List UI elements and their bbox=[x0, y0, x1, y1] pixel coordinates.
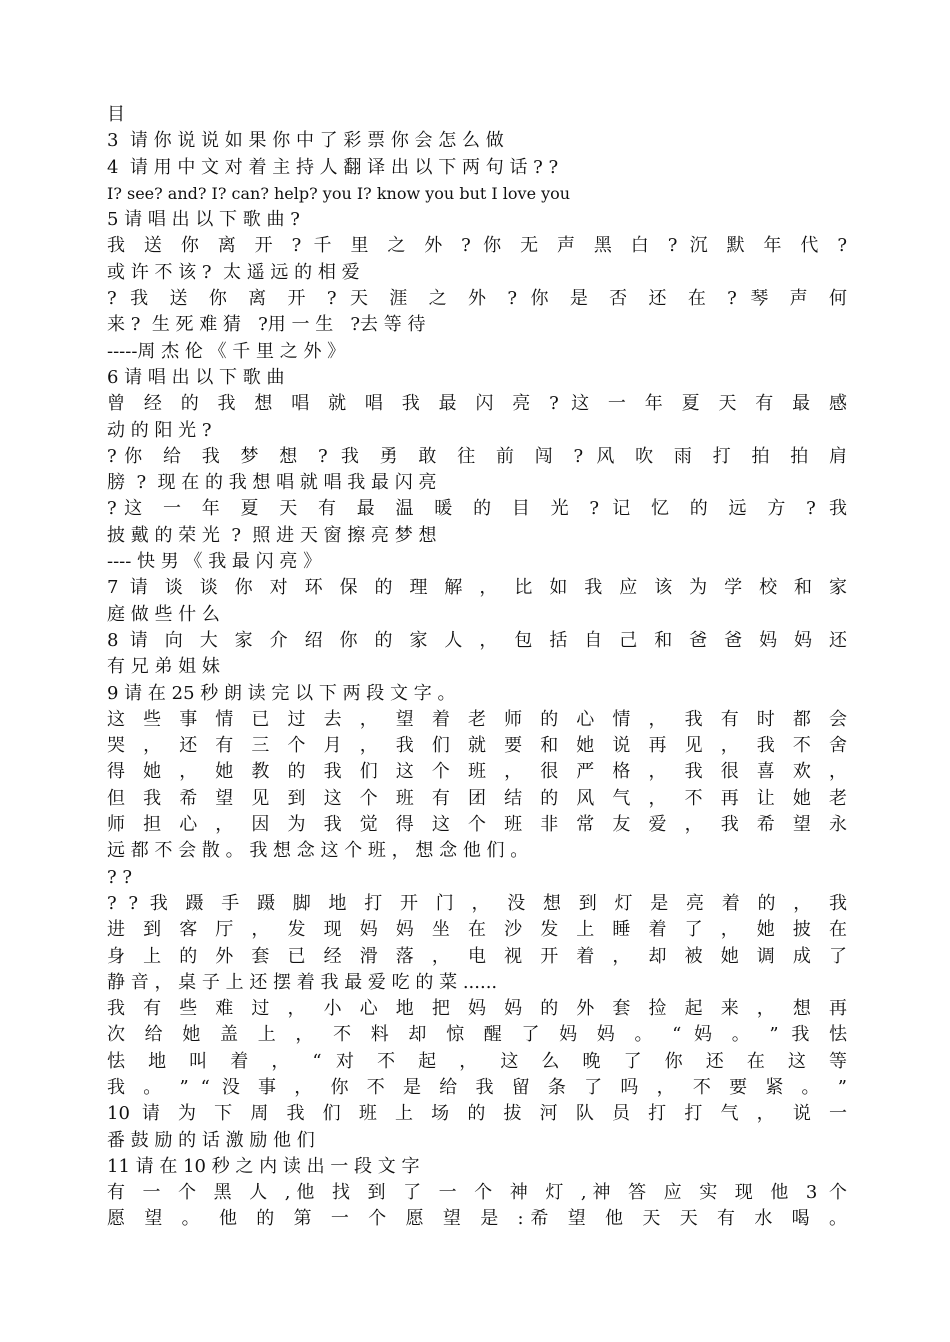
lyrics-line: 来 ? 生 死 难 猜 ?用 一 生 ?去 等 待 bbox=[107, 314, 426, 336]
reading-passage-line: ? ? 我 蹑 手 蹑 脚 地 打 开 门 ， 没 想 到 灯 是 亮 着 的 ， 我 bbox=[107, 892, 847, 914]
reading-passage-line: 这 些 事 情 已 过 去 ， 望 着 老 师 的 心 情 ， 我 有 时 都 会 bbox=[107, 708, 847, 730]
reading-passage-line: 远 都 不 会 散 。 我 想 念 这 个 班 ， 想 念 他 们 。 bbox=[107, 840, 529, 862]
lyrics-line: 动 的 阳 光 ? bbox=[107, 419, 212, 441]
reading-passage-line: 但 我 希 望 见 到 这 个 班 有 团 结 的 风 气 ， 不 再 让 她 老 bbox=[107, 787, 847, 809]
reading-passage-line: 我 有 些 难 过 ， 小 心 地 把 妈 妈 的 外 套 捡 起 来 ， 想 再 bbox=[107, 998, 847, 1020]
question-3: 3 请 你 说 说 如 果 你 中 了 彩 票 你 会 怎 么 做 bbox=[107, 130, 504, 152]
english-sentence: I? see? and? I? can? help? you I? know you but I love you bbox=[107, 183, 571, 203]
reading-passage-line: 有 一 个 黑 人 ,他 找 到 了 一 个 神 灯 ,神 答 应 实 现 他 3 个 bbox=[107, 1182, 847, 1204]
song-credit: ---- 快 男 《 我 最 闪 亮 》 bbox=[107, 551, 322, 573]
reading-passage-line: 静 音 ， 桌 子 上 还 摆 着 我 最 爱 吃 的 菜 ...... bbox=[107, 971, 498, 993]
reading-passage-line: 次 给 她 盖 上 ， 不 料 却 惊 醒 了 妈 妈 。 “ 妈 。 ” 我 怯 bbox=[107, 1024, 847, 1046]
question-5: 5 请 唱 出 以 下 歌 曲 ? bbox=[107, 209, 300, 231]
lyrics-line: ? 我 送 你 离 开 ? 天 涯 之 外 ? 你 是 否 还 在 ? 琴 声 何 bbox=[107, 288, 847, 310]
question-8-cont: 有 兄 弟 姐 妹 bbox=[107, 656, 220, 678]
song-credit: -----周 杰 伦 《 千 里 之 外 》 bbox=[107, 340, 346, 362]
lyrics-line: 披 戴 的 荣 光 ? 照 进 天 窗 擦 亮 梦 想 bbox=[107, 524, 437, 546]
reading-passage-line: 怯 地 叫 着 ， “ 对 不 起 ， 这 么 晚 了 你 还 在 这 等 bbox=[107, 1050, 847, 1072]
text-line: 目 bbox=[107, 104, 125, 125]
lyrics-line: 或 许 不 该 ? 太 遥 远 的 相 爱 bbox=[107, 261, 360, 283]
reading-passage-line: 我 。 ” “ 没 事 ， 你 不 是 给 我 留 条 了 吗 ， 不 要 紧 。 ” bbox=[107, 1076, 847, 1098]
lyrics-line: 膀 ? 现 在 的 我 想 唱 就 唱 我 最 闪 亮 bbox=[107, 472, 437, 494]
reading-passage-line: 师 担 心 ， 因 为 我 觉 得 这 个 班 非 常 友 爱 ， 我 希 望 永 bbox=[107, 814, 847, 836]
reading-passage-line: 哭 ， 还 有 三 个 月 ， 我 们 就 要 和 她 说 再 见 ， 我 不 舍 bbox=[107, 735, 847, 757]
question-9: 9 请 在 25 秒 朗 读 完 以 下 两 段 文 字 。 bbox=[107, 682, 456, 704]
lyrics-line: ?这 一 年 夏 天 有 最 温 暖 的 目 光 ? 记 忆 的 远 方 ? 我 bbox=[107, 498, 847, 520]
question-10: 10 请 为 下 周 我 们 班 上 场 的 拔 河 队 员 打 打 气 ， 说 一 bbox=[107, 1103, 847, 1125]
question-7-cont: 庭 做 些 什 么 bbox=[107, 603, 220, 625]
reading-passage-line: 得 她 ， 她 教 的 我 们 这 个 班 ， 很 严 格 ， 我 很 喜 欢 ， bbox=[107, 761, 847, 783]
reading-passage-line: 愿 望 。 他 的 第 一 个 愿 望 是 :希 望 他 天 天 有 水 喝 。 bbox=[107, 1208, 847, 1230]
lyrics-line: 我 送 你 离 开 ? 千 里 之 外 ? 你 无 声 黑 白 ? 沉 默 年 代 ? bbox=[107, 235, 847, 257]
question-8: 8 请 向 大 家 介 绍 你 的 家 人 ， 包 括 自 己 和 爸 爸 妈 妈 还 bbox=[107, 629, 847, 651]
lyrics-line: ?你 给 我 梦 想 ? 我 勇 敢 往 前 闯 ? 风 吹 雨 打 拍 拍 肩 bbox=[107, 445, 847, 467]
reading-passage-line: 身 上 的 外 套 已 经 滑 落 ， 电 视 开 着 ， 却 被 她 调 成 了 bbox=[107, 945, 847, 967]
question-10-cont: 番 鼓 励 的 话 激 励 他 们 bbox=[107, 1129, 315, 1151]
question-11: 11 请 在 10 秒 之 内 读 出 一 段 文 字 bbox=[107, 1155, 420, 1177]
question-4: 4 请 用 中 文 对 着 主 持 人 翻 译 出 以 下 两 句 话 ? ? bbox=[107, 156, 559, 178]
text-line: ? ? bbox=[107, 866, 133, 888]
question-7: 7 请 谈 谈 你 对 环 保 的 理 解 ， 比 如 我 应 该 为 学 校 和 家 bbox=[107, 577, 847, 599]
question-6: 6 请 唱 出 以 下 歌 曲 bbox=[107, 366, 285, 388]
lyrics-line: 曾 经 的 我 想 唱 就 唱 我 最 闪 亮 ? 这 一 年 夏 天 有 最 感 bbox=[107, 393, 847, 415]
document-body bbox=[107, 102, 847, 1233]
reading-passage-line: 进 到 客 厅 ， 发 现 妈 妈 坐 在 沙 发 上 睡 着 了 ， 她 披 在 bbox=[107, 919, 847, 941]
